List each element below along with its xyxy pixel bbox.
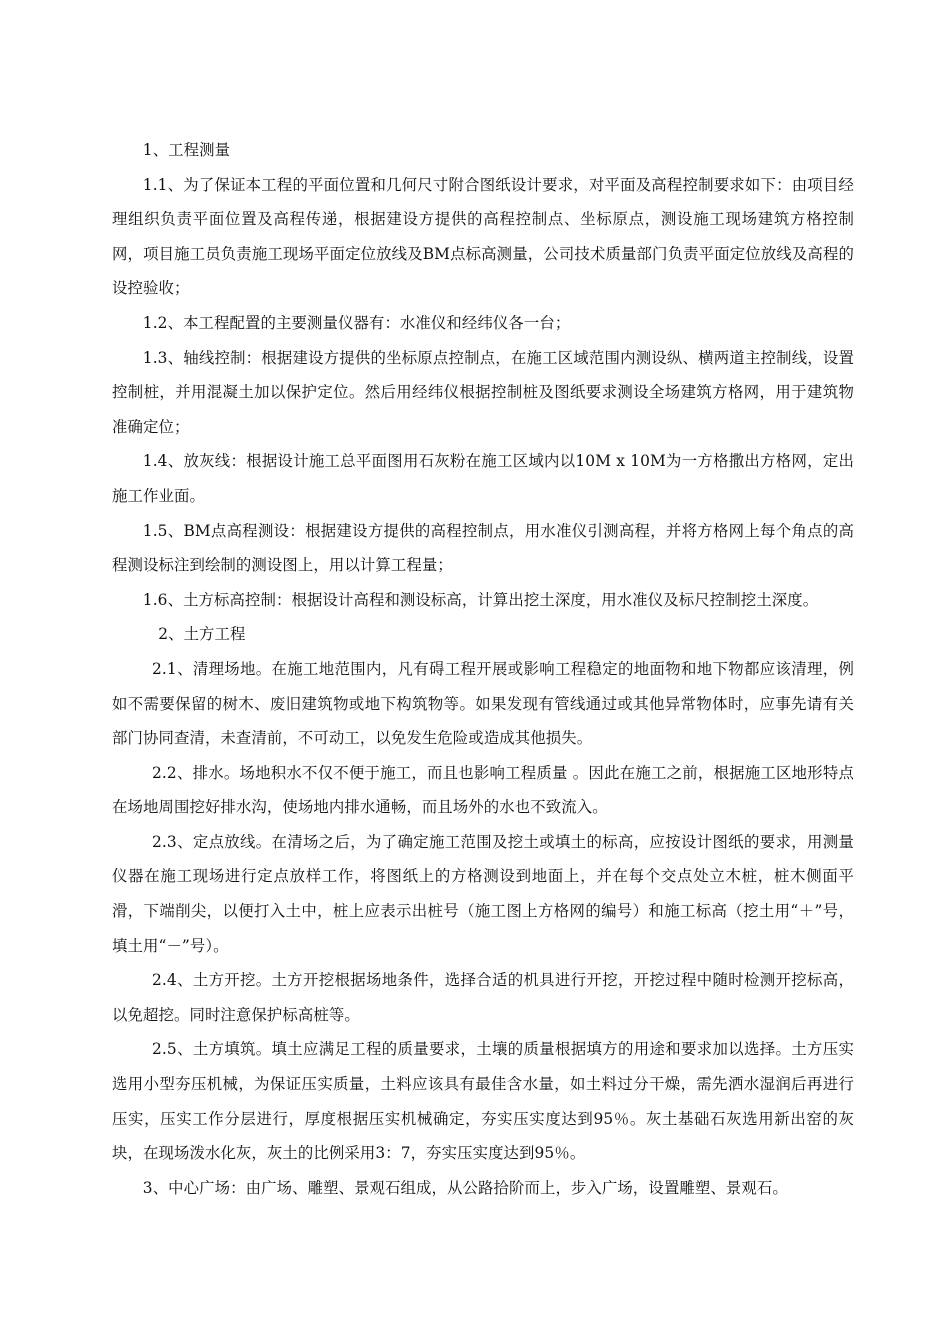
section-heading-earthwork: 2、土方工程 [158, 625, 246, 644]
paragraph-2-1: 2.1、清理场地。在施工地范围内，凡有碍工程开展或影响工程稳定的地面物和地下物都应该清理，例如不需要保留的树木、废旧建筑物或地下构筑物等。如果发现有管线通过或其他异常物体时，应事先请有关部门协同查清，未查清前，不可动工，以免发生危险或造成其他损失。 [112, 659, 854, 748]
paragraph-1-6: 1.6、土方标高控制：根据设计高程和测设标高，计算出挖土深度，用水准仪及标尺控制挖土深度。 [142, 590, 819, 609]
paragraph-3: 3、中心广场：由广场、雕塑、景观石组成，从公路拾阶而上，步入广场，设置雕塑、景观石。 [142, 1178, 788, 1197]
paragraph-1-3: 1.3、轴线控制：根据建设方提供的坐标原点控制点，在施工区域范围内测设纵、横两道主控制线，设置控制桩，并用混凝土加以保护定位。然后用经纬仪根据控制桩及图纸要求测设全场建筑方格网，用于建筑物准确定位； [112, 348, 854, 436]
paragraph-1-1: 1.1、为了保证本工程的平面位置和几何尺寸附合图纸设计要求，对平面及高程控制要求如下：由项目经理组织负责平面位置及高程传递，根据建设方提供的高程控制点、坐标原点，测设施工现场建筑方格控制网，项目施工员负责施工现场平面定位放线及BM点标高测量，公司技术质量部门负责平面定位放线及高程的设控验收； [112, 175, 854, 298]
paragraph-2-2: 2.2、排水。场地积水不仅不便于施工，而且也影响工程质量 。因此在施工之前，根据施工区地形特点在场地周围挖好排水沟，使场地内排水通畅，而且场外的水也不致流入。 [112, 763, 854, 817]
document-body [112, 133, 854, 1205]
paragraph-1-2: 1.2、本工程配置的主要测量仪器有：水准仪和经纬仪各一台； [142, 313, 571, 332]
section-heading-survey: 1、工程测量 [142, 141, 231, 159]
paragraph-2-5: 2.5、土方填筑。填土应满足工程的质量要求，土壤的质量根据填方的用途和要求加以选择。土方压实选用小型夯压机械，为保证压实质量，土料应该具有最佳含水量，如土料过分干燥，需先洒水湿润后再进行压实，压实工作分层进行，厚度根据压实机械确定，夯实压实度达到95％。灰土基础石灰选用新出窑的灰块，在现场泼水化灰，灰土的比例采用3：7，夯实压实度达到95％。 [112, 1040, 854, 1163]
paragraph-2-4: 2.4、土方开挖。土方开挖根据场地条件，选择合适的机具进行开挖，开挖过程中随时检测开挖标高，以免超挖。同时注意保护标高桩等。 [112, 971, 854, 1024]
paragraph-2-3: 2.3、定点放线。在清场之后，为了确定施工范围及挖土或填土的标高，应按设计图纸的要求，用测量仪器在施工现场进行定点放样工作，将图纸上的方格测设到地面上，并在每个交点处立木桩，桩木侧面平滑，下端削尖，以便打入土中，桩上应表示出桩号（施工图上方格网的编号）和施工标高（挖土用“＋”号，填土用“－”号）。 [112, 832, 854, 955]
paragraph-1-4: 1.4、放灰线：根据设计施工总平面图用石灰粉在施工区域内以10M x 10M为一方格撒出方格网，定出施工作业面。 [112, 452, 854, 505]
paragraph-1-5: 1.5、BM点高程测设：根据建设方提供的高程控制点，用水准仪引测高程，并将方格网上每个角点的高程测设标注到绘制的测设图上，用以计算工程量； [112, 521, 854, 575]
